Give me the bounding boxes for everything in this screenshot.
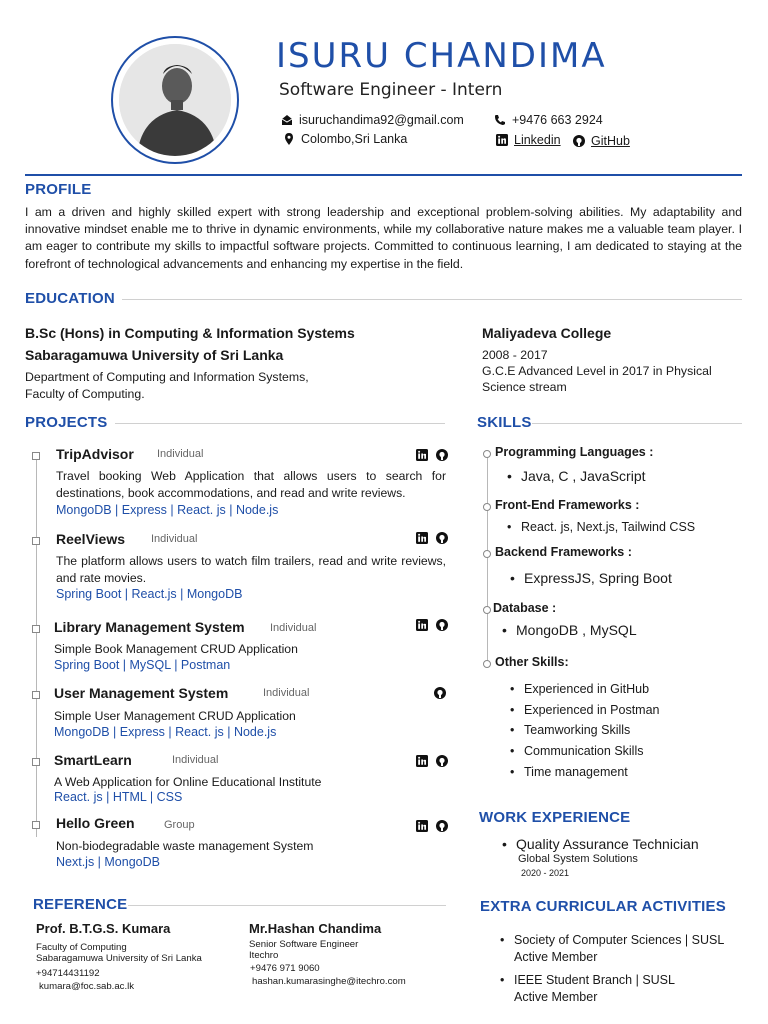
project-links xyxy=(416,755,448,767)
work-company: Global System Solutions xyxy=(518,853,638,865)
timeline-node xyxy=(32,452,40,460)
location-text: Colombo,Sri Lanka xyxy=(301,132,408,146)
department-text: Department of Computing and Information Systems, xyxy=(25,370,309,384)
timeline-node xyxy=(32,821,40,829)
list-item: • Experienced in Postman xyxy=(510,700,660,721)
project-description: Simple User Management CRUD Application xyxy=(54,709,296,723)
reference-detail: Sabaragamuwa University of Sri Lanka xyxy=(36,953,202,964)
linkedin-label: Linkedin xyxy=(514,133,561,147)
list-item: • ExpressJS, Spring Boot xyxy=(510,570,672,586)
list-item: • Teamworking Skills xyxy=(510,720,660,741)
faculty-text: Faculty of Computing. xyxy=(25,387,145,401)
extra-list xyxy=(500,932,740,1006)
github-icon[interactable] xyxy=(434,687,446,699)
github-icon[interactable] xyxy=(436,820,448,832)
reference-rule xyxy=(128,905,446,906)
list-item: • React. js, Next.js, Tailwind CSS xyxy=(507,520,695,534)
reference-email[interactable]: hashan.kumarasinghe@itechro.com xyxy=(252,976,406,987)
list-item: • Experienced in GitHub xyxy=(510,679,660,700)
timeline-dot xyxy=(483,450,491,458)
reference-name: Mr.Hashan Chandima xyxy=(249,921,382,936)
github-icon[interactable] xyxy=(436,449,448,461)
activity-line: • IEEE Student Branch | SUSL xyxy=(514,973,675,987)
skill-list xyxy=(510,570,672,586)
college-name: Maliyadeva College xyxy=(482,325,612,341)
avatar xyxy=(119,44,231,156)
timeline-dot xyxy=(483,660,491,668)
project-type: Individual xyxy=(263,687,310,699)
profile-text: I am a driven and highly skilled expert with strong leadership and exceptional problem-solving abilities. My adaptability and innovative mindset enable me to thrive in dynamic environments, while my collaborative nature makes me a valuable team player. I am eager to contribute my skills to impactful software projects. Committed to continuous learning, I am dedicated to staying at the forefront of technological advancements and enhancing my expertise in the field. xyxy=(25,205,742,271)
project-type: Individual xyxy=(151,533,198,545)
linkedin-icon[interactable] xyxy=(416,820,428,832)
skills-timeline xyxy=(487,452,488,664)
header-divider xyxy=(25,174,742,176)
activity-line: • Society of Computer Sciences | SUSL xyxy=(514,933,725,947)
project-links xyxy=(416,820,448,832)
skills-rule xyxy=(532,423,742,424)
project-name-library: Library Management System xyxy=(54,619,245,635)
project-description: Simple Book Management CRUD Application xyxy=(54,642,298,656)
list-item: • Java, C , JavaScript xyxy=(507,468,646,484)
projects-timeline xyxy=(36,452,37,837)
skills-heading: SKILLS xyxy=(477,414,532,431)
timeline-dot xyxy=(483,503,491,511)
extra-heading: EXTRA CURRICULAR ACTIVITIES xyxy=(480,898,726,915)
skill-list xyxy=(502,622,637,638)
work-list xyxy=(502,836,699,852)
github-icon[interactable] xyxy=(436,532,448,544)
al-line-2: Science stream xyxy=(482,380,567,394)
reference-phone: +9476 971 9060 xyxy=(250,963,320,974)
github-icon[interactable] xyxy=(436,755,448,767)
reference-heading: REFERENCE xyxy=(33,896,128,913)
phone-contact[interactable] xyxy=(494,113,603,127)
envelope-icon xyxy=(281,114,293,126)
skill-group-heading: Front-End Frameworks : xyxy=(495,498,640,512)
skill-list xyxy=(507,520,695,534)
phone-text: +9476 663 2924 xyxy=(512,113,603,127)
reference-name: Prof. B.T.G.S. Kumara xyxy=(36,921,171,936)
linkedin-icon[interactable] xyxy=(416,619,428,631)
project-tech-stack: MongoDB | Express | React. js | Node.js xyxy=(56,503,279,517)
reference-detail: Itechro xyxy=(249,950,279,961)
candidate-name: ISURU CHANDIMA xyxy=(276,36,607,76)
linkedin-link[interactable] xyxy=(496,133,561,147)
timeline-node xyxy=(32,691,40,699)
projects-heading: PROJECTS xyxy=(25,414,108,431)
skill-group-heading: Database : xyxy=(493,601,557,615)
timeline-dot xyxy=(483,550,491,558)
skill-list xyxy=(510,679,660,783)
github-link[interactable] xyxy=(573,134,630,148)
project-description: Non-biodegradable waste management System xyxy=(56,839,314,853)
project-links xyxy=(416,449,448,461)
linkedin-icon[interactable] xyxy=(416,755,428,767)
github-icon xyxy=(573,135,585,147)
list-item: • Time management xyxy=(510,762,660,783)
profile-heading: PROFILE xyxy=(25,181,92,198)
activity-role: Active Member xyxy=(514,950,598,964)
education-heading: EDUCATION xyxy=(25,290,115,307)
project-name-reelviews: ReelViews xyxy=(56,531,126,547)
email-contact[interactable] xyxy=(281,113,464,127)
project-name-tripadvisor: TripAdvisor xyxy=(56,446,134,462)
skill-group-heading: Backend Frameworks : xyxy=(495,545,632,559)
projects-rule xyxy=(115,423,445,424)
project-tech-stack: Spring Boot | React.js | MongoDB xyxy=(56,587,243,601)
project-tech-stack: Next.js | MongoDB xyxy=(56,855,160,869)
linkedin-icon[interactable] xyxy=(416,532,428,544)
project-type: Group xyxy=(164,819,195,831)
reference-phone: +94714431192 xyxy=(36,968,100,979)
activity-role: Active Member xyxy=(514,990,598,1004)
github-icon[interactable] xyxy=(436,619,448,631)
project-type: Individual xyxy=(172,754,219,766)
degree-title: B.Sc (Hons) in Computing & Information Systems xyxy=(25,325,355,341)
education-rule xyxy=(122,299,742,300)
project-type: Individual xyxy=(270,622,317,634)
timeline-node xyxy=(32,625,40,633)
profile-photo xyxy=(111,36,239,164)
project-name-smartlearn: SmartLearn xyxy=(54,752,132,768)
skill-group-heading: Other Skills: xyxy=(495,655,569,669)
al-line-1: G.C.E Advanced Level in 2017 in Physical xyxy=(482,364,712,378)
project-description: Travel booking Web Application that allows users to search for destinations, book accommodations, and read and write reviews. xyxy=(56,469,446,500)
phone-icon xyxy=(494,114,506,126)
project-links xyxy=(416,619,448,631)
list-item xyxy=(500,972,740,1006)
reference-email[interactable]: kumara@foc.sab.ac.lk xyxy=(39,981,135,992)
college-years: 2008 - 2017 xyxy=(482,348,548,362)
list-item: • MongoDB , MySQL xyxy=(502,622,637,638)
work-heading: WORK EXPERIENCE xyxy=(479,809,631,826)
project-tech-stack: Spring Boot | MySQL | Postman xyxy=(54,658,231,672)
list-item: • Communication Skills xyxy=(510,741,660,762)
project-description: The platform allows users to watch film trailers, read and write reviews, and rate movies. xyxy=(56,554,446,585)
linkedin-icon[interactable] xyxy=(416,449,428,461)
work-years: 2020 - 2021 xyxy=(521,868,570,878)
location-pin-icon xyxy=(283,133,295,145)
project-description: A Web Application for Online Educational Institute xyxy=(54,775,322,789)
project-links xyxy=(434,687,446,699)
location-contact xyxy=(283,132,407,146)
project-name-hello-green: Hello Green xyxy=(56,815,135,831)
timeline-node xyxy=(32,537,40,545)
work-role: • Quality Assurance Technician xyxy=(502,836,699,852)
project-tech-stack: MongoDB | Express | React. js | Node.js xyxy=(54,725,277,739)
project-name-user-management: User Management System xyxy=(54,685,229,701)
timeline-node xyxy=(32,758,40,766)
candidate-role: Software Engineer - Intern xyxy=(279,80,503,100)
university-name: Sabaragamuwa University of Sri Lanka xyxy=(25,347,284,363)
list-item xyxy=(500,932,740,966)
reference-detail: Senior Software Engineer xyxy=(249,939,359,950)
skill-list xyxy=(507,468,646,484)
project-links xyxy=(416,532,448,544)
project-type: Individual xyxy=(157,448,204,460)
linkedin-icon xyxy=(496,134,508,146)
reference-detail: Faculty of Computing xyxy=(36,942,127,953)
github-label: GitHub xyxy=(591,134,630,148)
project-tech-stack: React. js | HTML | CSS xyxy=(54,790,183,804)
timeline-dot xyxy=(483,606,491,614)
email-text: isuruchandima92@gmail.com xyxy=(299,113,464,127)
skill-group-heading: Programming Languages : xyxy=(495,445,654,459)
